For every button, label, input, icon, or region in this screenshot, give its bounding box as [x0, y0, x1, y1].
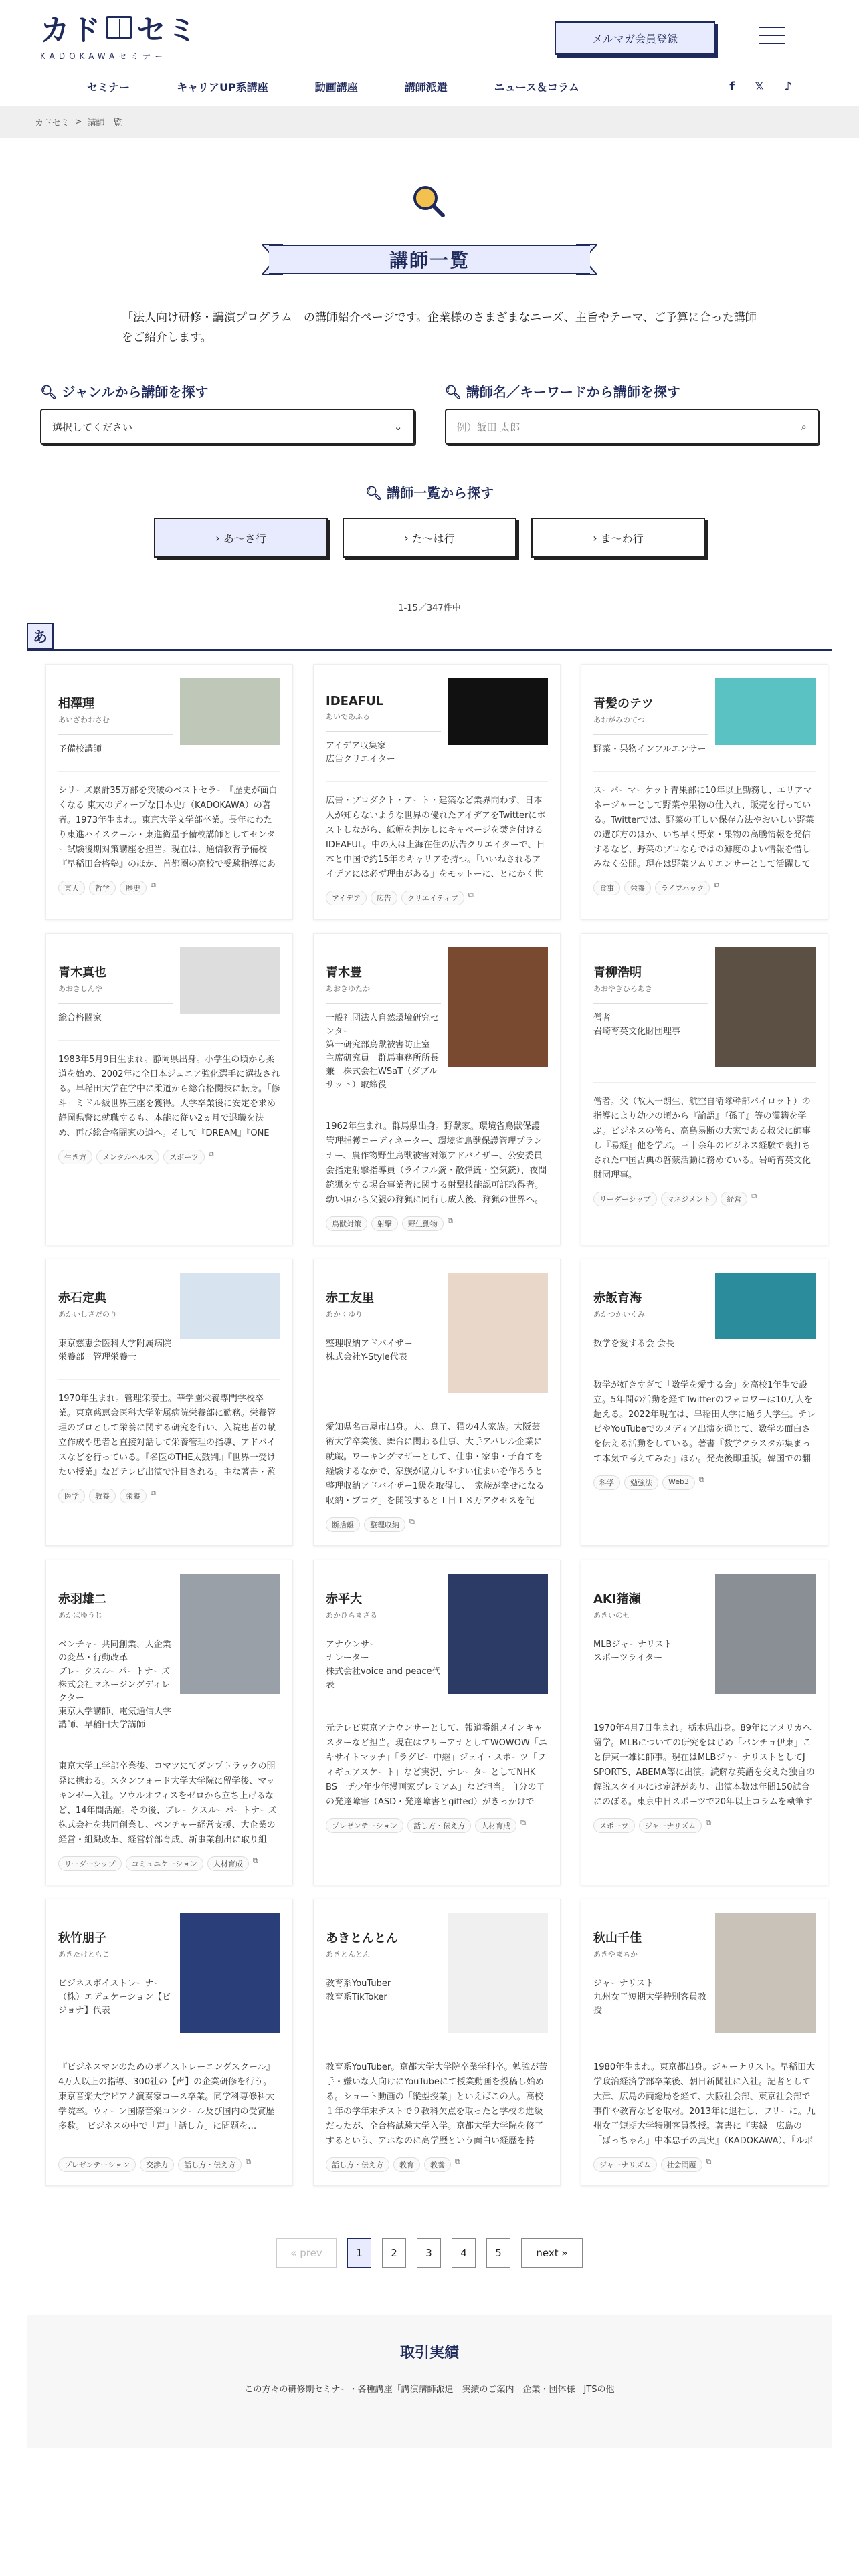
tag[interactable]: 勉強法 [624, 1475, 658, 1490]
lecturer-kana: あきとんとん [326, 1949, 441, 1969]
lecturer-role: アイデア収集家 広告クリエイター [326, 741, 395, 764]
tag-more-icon: ⧉ [706, 1818, 711, 1827]
genre-search-title: ジャンルから講師を探す [62, 384, 209, 400]
tag-more-icon: ⧉ [468, 891, 474, 899]
tag-more-icon: ⧉ [151, 1489, 156, 1497]
nav-item-video[interactable]: 動画講座 [314, 80, 358, 94]
tag-more-icon: ⧉ [208, 1150, 214, 1158]
lecturer-photo[interactable] [715, 1273, 816, 1339]
tag-list [58, 1150, 280, 1164]
tag[interactable]: ジャーナリズム [639, 1818, 702, 1833]
tag[interactable]: 野生動物 [402, 1216, 444, 1231]
lecturer-role: ベンチャー共同創業、大企業の変革・行動改革 ブレークスルーパートナーズ株式会社マネージングディレクター 東京大学講師、電気通信大学講師、早稲田大学講師 [58, 1640, 172, 1730]
results-title: 取引実績 [399, 2345, 459, 2361]
lecturer-name[interactable]: AKI猪瀬 [593, 1592, 641, 1606]
kana-search-title: 🔍︎ 講師一覧から探す [365, 485, 494, 501]
title-ribbon [262, 238, 597, 281]
tag[interactable]: 科学 [593, 1475, 620, 1490]
lecturer-name[interactable]: IDEAFUL [326, 694, 384, 708]
tag[interactable]: 断捨離 [326, 1517, 360, 1532]
search-area [0, 381, 859, 445]
tag[interactable]: 教養 [424, 2157, 451, 2172]
tag[interactable]: 広告 [371, 891, 397, 905]
book-icon [106, 16, 132, 39]
tag[interactable]: 話し方・伝え方 [407, 1818, 471, 1833]
lecturer-role: 数学を愛する会 会長 [593, 1339, 675, 1349]
tag[interactable]: リーダーシップ [58, 1856, 122, 1871]
lecturer-description: 東京大学工学部卒業後、コマツにてダンプトラックの開発に携わる。スタンフォード大学大学院に留学後、マッキンゼー入社。ソウルオフィスをゼロから立ち上げるなど、14年間活躍。その後、ブレークスルーパートナーズ株式会社を共同創業し、ベンチャー経営支援、大企業の経営・組織改革、経営幹部育成、新事業創出に取り組 [58, 1747, 280, 1847]
lecturer-name[interactable]: 赤平大 [326, 1592, 362, 1606]
lecturer-kana: あいであふる [326, 711, 441, 732]
lecturer-photo[interactable] [448, 947, 548, 1067]
lecturer-name[interactable]: 赤工友里 [326, 1291, 374, 1305]
tag[interactable]: 交渉力 [140, 2157, 174, 2172]
lecturer-name[interactable]: 相澤理 [58, 697, 94, 711]
lecturer-photo[interactable] [715, 1574, 816, 1694]
lecturer-description: 教育系YouTuber。京都大学大学院卒業学科卒。勉強が苦手・嫌いな人向けにYouTubeにて授業動画を投稿し始める。ショート動画の「縦型授業」といえばこの人。高校１年の学年末テストで９教科欠点を取ったと学校の進級だったが、全合格試験大学入学。京都大学大学院を修了するという、アホなのに高学歴という面白い経歴を持 [326, 2048, 548, 2148]
lecturer-description: 1970年4月7日生まれ。栃木県出身。89年にアメリカへ留学。MLBについての研究をはじめ「パンチョ伊東」こと伊東一雄に師事。現在はMLBジャーナリストとしてJ SPORTS、ABEMA等に出演。読解な英語を交えた独自の解説スタイルには定評があり、出演本数は年間150試合にのぼる。東京中日スポーツで20年以上コラムを執筆す [593, 1709, 816, 1809]
tag-more-icon: ⧉ [698, 1475, 704, 1484]
chevron-right-icon: › [404, 531, 412, 544]
prev-page-button[interactable]: « prev [276, 2238, 337, 2268]
lecturer-kana: あきたけともこ [58, 1949, 173, 1969]
nav-item-seminar[interactable]: セミナー [87, 80, 130, 94]
tag-more-icon: ⧉ [151, 881, 156, 889]
lecturer-kana: あおやぎひろあき [593, 983, 708, 1004]
lecturer-photo[interactable] [715, 947, 816, 1067]
lecturer-role: 野菜・果物インフルエンサー [593, 744, 706, 754]
tiktok-icon[interactable]: ♪ [784, 79, 792, 94]
lecturer-card[interactable] [313, 933, 561, 1245]
tag[interactable]: 医学 [58, 1489, 85, 1503]
lecturer-role: ビジネスボイストレーナー （株）エデュケーション【ビジョナ】代表 [58, 1979, 171, 2016]
tag[interactable]: プレゼンテーション [58, 2157, 136, 2172]
tag[interactable]: コミュニケーション [126, 1856, 203, 1871]
lecturer-role: 教育系YouTuber 教育系TikToker [326, 1979, 391, 2002]
tag-list [326, 2157, 548, 2172]
nav-item-career[interactable]: キャリアUP系講座 [177, 80, 268, 94]
lecturer-card[interactable] [45, 1560, 293, 1885]
kana-tab-ma-wa[interactable]: › ま〜わ行 [531, 518, 705, 558]
tag[interactable]: 話し方・伝え方 [178, 2157, 242, 2172]
tag-more-icon: ⧉ [714, 881, 720, 889]
lecturer-kana: あかいしさだのり [58, 1309, 173, 1329]
lecturer-kana: あおきゆたか [326, 983, 441, 1004]
lecturer-name[interactable]: 赤飯育海 [593, 1291, 642, 1305]
page-1-button[interactable]: 1 [347, 2238, 371, 2268]
lecturer-kana: あおがみのてつ [593, 714, 708, 735]
lecturer-card[interactable] [313, 664, 561, 920]
tag[interactable]: 社会問題 [661, 2157, 702, 2172]
tag-list [593, 881, 816, 895]
lecturer-card[interactable] [45, 664, 293, 920]
tag-more-icon: ⧉ [448, 1216, 453, 1225]
genre-select-value: 選択してください [52, 421, 133, 433]
lecturer-card[interactable] [45, 1899, 293, 2186]
lecturer-card[interactable] [313, 1560, 561, 1885]
lecturer-description: 『ビジネスマンのためのボイストレーニングスクール』 4万人以上の指導、300社の【声】の企業研修を行う。東京音楽大学ピアノ演奏家コース卒業。同学科専修科大学院卒。ウィーン国際音楽コンクール及び国内の受賞歴多数。 ビジネスの中で「声」「話し方」に問題を… [58, 2048, 280, 2148]
lecturer-name[interactable]: 青木豊 [326, 966, 362, 980]
page-intro: 「法人向け研修・講演プログラム」の講師紹介ページです。企業様のさまざまなニーズ、主旨やテーマ、ご予算に合った講師をご紹介します。 [122, 311, 757, 344]
lecturer-role: 整理収納アドバイザー 株式会社Y-Style代表 [326, 1339, 413, 1362]
tag-list [58, 2157, 280, 2172]
lecturer-name[interactable]: 青柳浩明 [593, 966, 642, 980]
tag-more-icon: ⧉ [751, 1192, 757, 1200]
lecturer-photo[interactable] [715, 1913, 816, 2033]
tag-more-icon: ⧉ [455, 2157, 460, 2166]
lecturer-name[interactable]: 秋竹朋子 [58, 1931, 106, 1945]
page-5-button[interactable]: 5 [486, 2238, 510, 2268]
tag[interactable]: 射撃 [371, 1216, 398, 1231]
lecturer-role: ジャーナリスト 九州女子短期大学特別客員教授 [593, 1979, 707, 2016]
lecturer-description: 広告・プロダクト・アート・建築など業界問わず、日本人が知らないような世界の優れたアイデアをTwitterにポストしながら、紙幅を割かしにキャベージを焚き付けるIDEAFUL。中の人は上海在住の広告クリエイターで、日本と中国で約15年のキャリアを持つ。「いいねされるアイデアには必ず理由がある」をモットーに、とにかく世 [326, 781, 548, 881]
lecturer-photo[interactable] [715, 678, 816, 745]
tag[interactable]: メンタルヘルス [96, 1150, 159, 1164]
lecturer-kana: あかばゆうじ [58, 1610, 173, 1630]
lecturer-name[interactable]: 秋山千佳 [593, 1931, 642, 1945]
tag[interactable]: 人材育成 [475, 1818, 516, 1833]
section-divider [27, 623, 832, 651]
tag[interactable]: 話し方・伝え方 [326, 2157, 389, 2172]
results-text: この方々の研修期セミナー・各種講座「講演講師派遣」実績のご案内 企業・団体様 JTSの他 [244, 2385, 615, 2395]
lecturer-role: 東京慈恵会医科大学附属病院栄養部 管理栄養士 [58, 1339, 172, 1362]
lecturer-kana: あきいのせ [593, 1610, 708, 1630]
chevron-right-icon: › [215, 531, 223, 544]
lecturer-role: MLBジャーナリスト スポーツライター [593, 1640, 672, 1663]
tag[interactable]: 食事 [593, 881, 620, 895]
tag[interactable]: 鳥獣対策 [326, 1216, 367, 1231]
lecturer-description: スーパーマーケット青果部に10年以上勤務し、エリアマネージャーとして野菜や果物の仕入れ、販売を行っている。Twitterでは、野菜の正しい保存方法やおいしい野菜の選び方のほか、いち早く野菜・果物の高騰情報を発信するなど、野菜のプロならではの鮮度のよい情報を惜しみなく公開。現在は野菜ソムリエンサーとして活躍して [593, 771, 816, 871]
lecturer-photo[interactable] [180, 1574, 280, 1694]
lecturer-card[interactable] [313, 1899, 561, 2186]
newsletter-signup-button[interactable]: メルマガ会員登録 [555, 21, 715, 55]
lecturer-card[interactable] [45, 1259, 293, 1546]
nav-item-dispatch[interactable]: 講師派遣 [404, 80, 448, 94]
lecturer-photo[interactable] [448, 1574, 548, 1694]
lecturer-kana: あかくゆり [326, 1309, 441, 1329]
search-icon: 🔍︎ [444, 384, 466, 400]
page-header [0, 178, 859, 348]
tag-list [593, 2157, 816, 2172]
lecturer-photo[interactable] [180, 1913, 280, 2033]
lecturer-kana: あきやまちか [593, 1949, 708, 1969]
tag[interactable]: スポーツ [593, 1818, 635, 1833]
lecturer-photo[interactable] [180, 678, 280, 745]
nav-item-news[interactable]: ニュース＆コラム [494, 80, 579, 94]
lecturer-name[interactable]: 青木真也 [58, 966, 106, 980]
lecturer-kana: あかひらまさる [326, 1610, 441, 1630]
lecturer-photo[interactable] [448, 1273, 548, 1393]
breadcrumb [0, 106, 859, 138]
genre-search [40, 381, 415, 445]
tag-more-icon: ⧉ [520, 1818, 526, 1827]
lecturer-photo[interactable] [448, 678, 548, 745]
lecturer-card[interactable] [581, 1899, 828, 2186]
page-2-button[interactable]: 2 [382, 2238, 406, 2268]
tag-list [593, 1475, 816, 1490]
kana-tab-ta-ha[interactable]: › た〜は行 [343, 518, 516, 558]
result-count: 1-15／347件中 [398, 603, 461, 613]
lecturer-card[interactable] [313, 1259, 561, 1546]
tag-list [58, 1489, 280, 1503]
search-icon: 🔍︎ [40, 384, 62, 400]
logo-wordmark: カド セミ [40, 13, 198, 47]
tag[interactable]: スポーツ [163, 1150, 205, 1164]
tag-more-icon: ⧉ [409, 1517, 415, 1526]
next-page-button[interactable]: next » [521, 2238, 583, 2268]
tag[interactable]: 経営 [721, 1192, 747, 1206]
tag[interactable]: 整理収納 [364, 1517, 405, 1532]
keyword-placeholder: 例）飯田 太郎 [456, 421, 520, 433]
lecturer-grid [45, 664, 859, 2186]
section-letter: あ [27, 623, 54, 649]
tag-list [326, 1818, 548, 1833]
tag-list [326, 1517, 548, 1532]
lecturer-description: 僧者。父（故大一朗生、航空自衛隊幹部パイロット）の指導により幼少の頃から『論語』『孫子』等の漢籍を学ぶ。ビジネスの傍ら、高島易断の大家である叔父に師事し『易経』他を学ぶ。三十余年のビジネス経験で裏打ちされた中国古典の啓蒙活動に務めている。岩崎育英文化財団理事。 [593, 1082, 816, 1182]
tag-more-icon: ⧉ [246, 2157, 251, 2166]
lecturer-description: 1962年生まれ。群馬県出身。野獣家。環境省鳥獣保護管理捕獲コーディネーター、環境省鳥獣保護管理プランナー、農作物野生鳥獣被害対策アドバイザー、公安委員会指定射撃指導員（ライフル銃・散弾銃・空気銃）、夜間銃猟をする場合事業者に関する射撃技能認可証取得者。幼い頃から父親の狩猟に同行し成人後、狩猟の世界へ。 [326, 1107, 548, 1207]
tag[interactable]: 栄養 [120, 1489, 147, 1503]
lecturer-role: 一般社団法人自然環境研究センター 第一研究部鳥獣被害防止室 主席研究員 群馬事務所所長 兼 株式会社WSaT（ダブルサット）取締役 [326, 1013, 440, 1090]
tag[interactable]: 教養 [89, 1489, 116, 1503]
tag[interactable]: 哲学 [89, 881, 116, 895]
tag[interactable]: 歴史 [120, 881, 147, 895]
main-nav [0, 67, 859, 106]
lecturer-kana: あいざわおさむ [58, 714, 173, 735]
lecturer-card[interactable] [581, 933, 828, 1245]
breadcrumb-home[interactable]: カドセミ [35, 118, 70, 128]
tag[interactable]: ライフハック [655, 881, 710, 895]
tag[interactable]: クリエイティブ [401, 891, 464, 905]
lecturer-card[interactable] [581, 1259, 828, 1546]
lecturer-name[interactable]: あきとんとん [326, 1931, 398, 1945]
logo-subtitle: KADOKAWAセミナー [40, 51, 167, 61]
keyword-search-title: 講師名／キーワードから講師を探す [466, 384, 680, 400]
facebook-icon[interactable]: f [729, 79, 735, 94]
kana-tabs [0, 518, 859, 558]
lecturer-kana: あおきしんや [58, 983, 173, 1004]
tag[interactable]: 東大 [58, 881, 85, 895]
search-submit-icon[interactable]: ⌕ [801, 421, 807, 433]
pagination [0, 2238, 859, 2268]
lecturer-photo[interactable] [180, 1273, 280, 1339]
tag-list [58, 1856, 280, 1871]
lecturer-role: 僧者 岩崎育英文化財団理事 [593, 1013, 681, 1037]
chevron-right-icon: › [593, 531, 601, 544]
page-4-button[interactable]: 4 [452, 2238, 476, 2268]
lecturer-card[interactable] [45, 933, 293, 1245]
lecturer-description: 1970年生まれ。管理栄養士。華学園栄養専門学校卒業。東京慈恵会医科大学附属病院栄養部に勤務。栄養管理のプロとして栄養に関する研究を行い、入院患者の献立作成や患者と直接対話して栄養管理の指導、アドバイスなどを行っている。『名医のTHE太鼓判』『世界一受けたい授業』などテレビ出演で注目される。主な著書・監 [58, 1379, 280, 1479]
tag[interactable]: プレゼンテーション [326, 1818, 403, 1833]
site-logo[interactable] [40, 6, 198, 62]
tag[interactable]: 人材育成 [207, 1856, 249, 1871]
lecturer-name[interactable]: 赤石定典 [58, 1291, 106, 1305]
lecturer-description: 数学が好きすぎて「数学を愛する会」を高校1年生で設立。5年間の活動を経てTwitterのフォロワーは10万人を超える。2022年現在は、早稲田大学に通う大学生。テレビやYouTubeでのメディア出演を通じて、数学の面白さを伝える活動をしている。著書『数学クラスタが集まって本気で考えてみた』ほか。発売後即重版。韓国での翻 [593, 1366, 816, 1466]
tag-more-icon: ⧉ [706, 2157, 712, 2166]
site-header [0, 0, 859, 67]
lecturer-description: 元テレビ東京アナウンサーとして、報道番組メインキャスターなど担当。現在はフリーアナとしてWOWOW「エキサイトマッチ」「ラグビー中継」ジェイ・スポーツ「フィギュアスケート」など実況、ナレーターとしてNHK BS「ザ少年少年漫画家プレミアム」など担当。自分の子の発達障害（ASD・発達障害とgifted）がきっかけで [326, 1709, 548, 1809]
lecturer-photo[interactable] [448, 1913, 548, 2033]
tag[interactable]: マネジメント [661, 1192, 717, 1206]
tag[interactable]: リーダーシップ [593, 1192, 657, 1206]
keyword-search [445, 381, 820, 445]
kana-tab-a-sa[interactable]: › あ〜さ行 [154, 518, 328, 558]
lecturer-kana: あかつかいくみ [593, 1309, 708, 1329]
lecturer-description: 1980年生まれ。東京都出身。ジャーナリスト。早稲田大学政治経済学部卒業後、朝日新聞社に入社。記者として大津、広島の両総局を経て、大阪社会部、東京社会部で事件や教育などを取材。2013年に退社し、フリーに。九州女子短期大学特別客員教授。著書に『実録 広島の「ばっちゃん」中本忠子の真実』（KADOKAWA）、『ルポ [593, 2048, 816, 2148]
tag[interactable]: 教育 [393, 2157, 420, 2172]
lecturer-card[interactable] [581, 1560, 828, 1885]
tag[interactable]: Web3 [662, 1475, 695, 1490]
breadcrumb-current: 講師一覧 [87, 118, 122, 128]
breadcrumb-separator: > [74, 116, 82, 127]
x-icon[interactable]: 𝕏 [754, 79, 765, 94]
lecturer-description: 愛知県名古屋市出身。夫、息子、猫の4人家族。大阪芸術大学卒業後、舞台に関わる仕事、大手アパレル企業に就職。ワーキングマザーとして、仕事・家事・子育てを経験するなかで、家族が協力しやすい住まいを作ろうと整理収納アドバイザー1級を取得し、「家族が幸せになる収納・ブログ」を開設すると１日１８万アクセスを記 [326, 1408, 548, 1508]
tag[interactable]: 栄養 [624, 881, 651, 895]
tag-list [326, 1216, 548, 1231]
tag-list [593, 1818, 816, 1833]
lecturer-description: 1983年5月9日生まれ。静岡県出身。小学生の頃から柔道を始め、2002年に全日本ジュニア強化選手に選抜される。早稲田大学在学中に柔道から総合格闘技に転身。「修斗」ミドル級世界王座を獲得。大学卒業後に安定を求め静岡県警に就職するも、本能に従い2ヵ月で退職を決め、再び総合格闘家の道へ。そして『DREAM』『ONE [58, 1040, 280, 1140]
lecturer-role: 総合格闘家 [58, 1013, 102, 1023]
genre-select[interactable] [40, 409, 415, 445]
tag-list [58, 881, 280, 895]
chevron-down-icon: ⌄ [393, 421, 403, 433]
tag[interactable]: ジャーナリズム [593, 2157, 657, 2172]
tag-list [326, 891, 548, 905]
tag-list [593, 1192, 816, 1206]
keyword-input[interactable] [445, 409, 820, 445]
search-icon: 🔍︎ [365, 485, 387, 501]
lecturer-card[interactable] [581, 664, 828, 920]
page-3-button[interactable]: 3 [417, 2238, 441, 2268]
lecturer-role: 予備校講師 [58, 744, 102, 754]
lecturer-name[interactable]: 青髪のテツ [593, 697, 654, 711]
lecturer-name[interactable]: 赤羽雄二 [58, 1592, 106, 1606]
magnifier-icon [404, 178, 455, 229]
page-title: 講師一覧 [269, 245, 590, 274]
tag-more-icon: ⧉ [252, 1856, 258, 1865]
results-section [27, 2315, 832, 2448]
lecturer-photo[interactable] [180, 947, 280, 1014]
hamburger-menu-icon[interactable] [759, 27, 785, 45]
tag[interactable]: 生き方 [58, 1150, 92, 1164]
tag[interactable]: アイデア [326, 891, 367, 905]
social-links [729, 80, 792, 94]
lecturer-role: アナウンサー ナレーター 株式会社voice and peace代表 [326, 1640, 441, 1690]
lecturer-description: シリーズ累計35万部を突破のベストセラー『歴史が面白くなる 東大のディープな日本史』（KADOKAWA）の著者。1973年生まれ。東京大学文学部卒業。長年にわたり東進ハイスクール・東進衛星予備校講師としてセンター試験後期対策講座を担当。現在は、通信教育予備校『早稲田合格塾』のほか、首都圏の高校で受験指導にあ [58, 771, 280, 871]
